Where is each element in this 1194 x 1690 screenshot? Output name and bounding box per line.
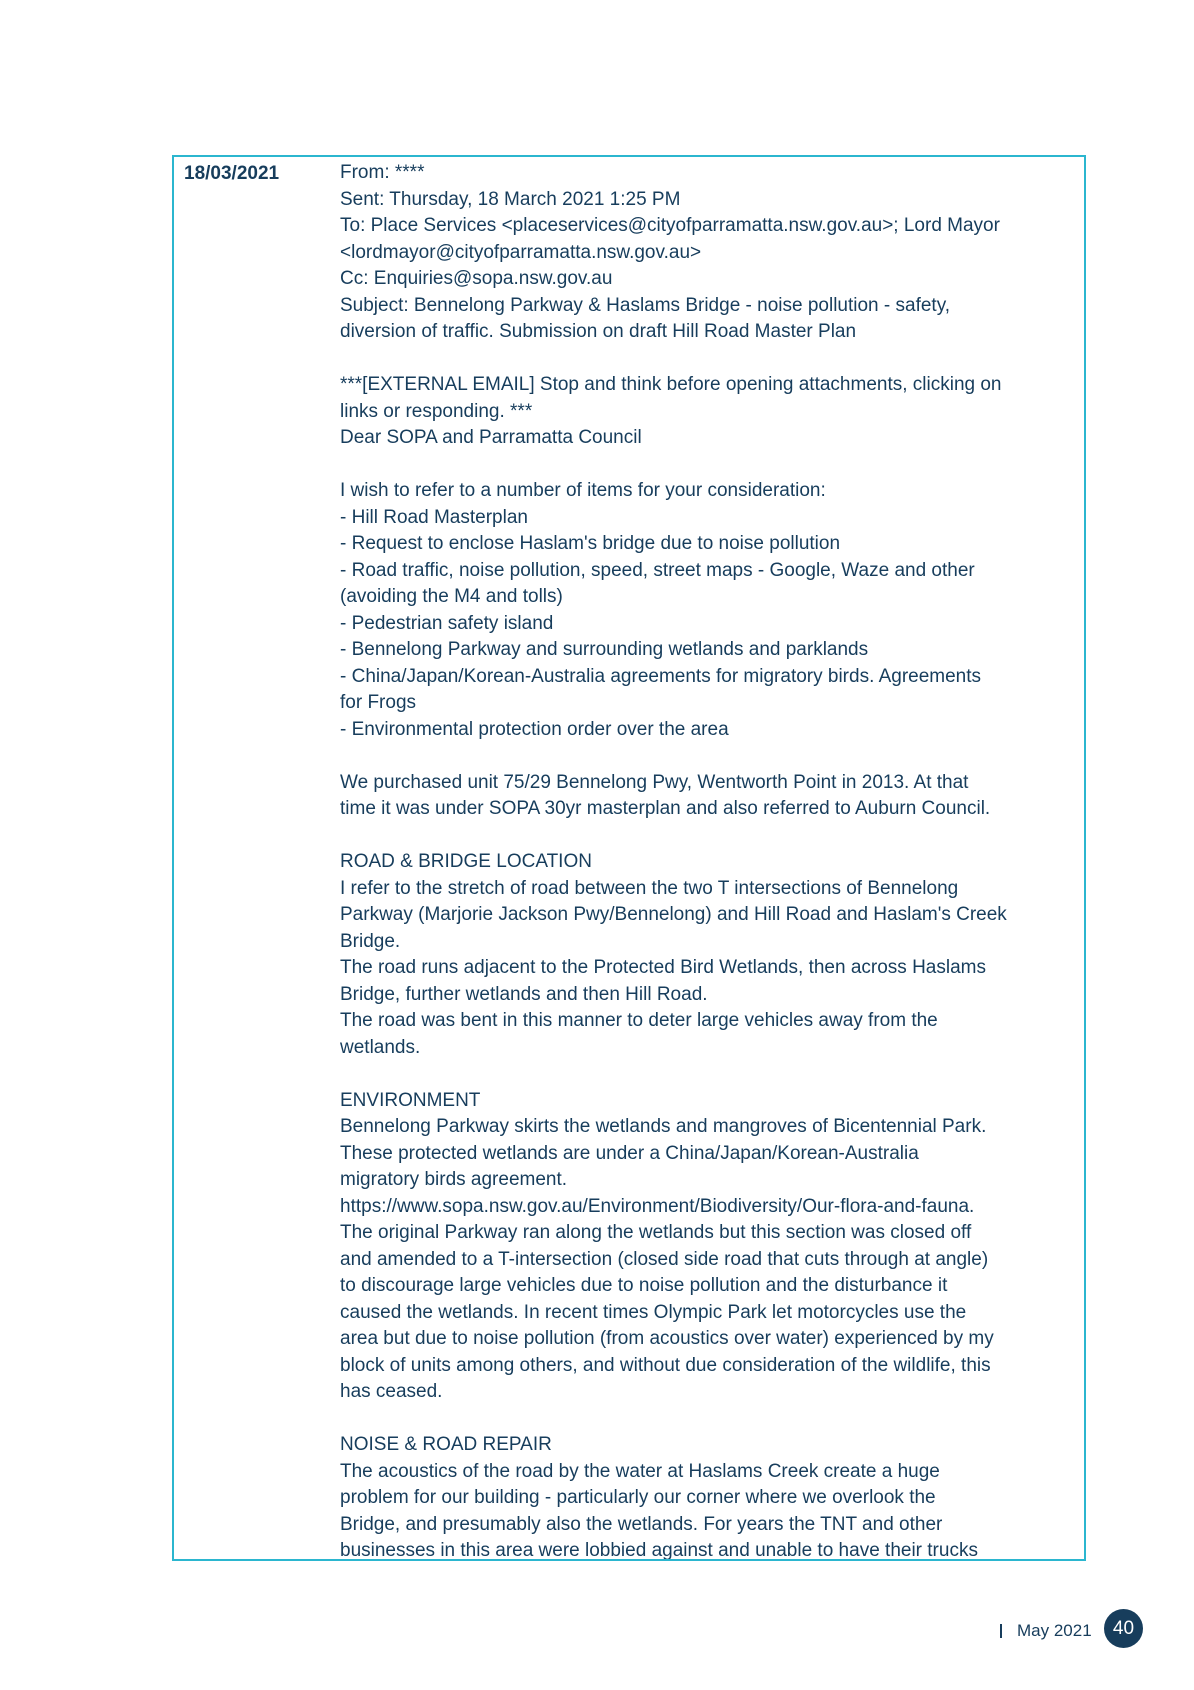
list-item: - Hill Road Masterplan — [340, 506, 528, 528]
email-to-line-1: To: Place Services <placeservices@cityofparramatta.nsw.gov.au>; Lord Mayor — [340, 215, 1000, 236]
email-to-line-2: <lordmayor@cityofparramatta.nsw.gov.au> — [340, 241, 702, 263]
footer-divider — [1000, 1624, 1002, 1638]
greeting: Dear SOPA and Parramatta Council — [340, 427, 642, 448]
email-subject-line-1: Subject: Bennelong Parkway & Haslams Bridge - noise pollution - safety, — [340, 294, 951, 316]
environment-text: and amended to a T-intersection (closed side road that cuts through at angle) — [340, 1248, 989, 1270]
submission-record-box — [172, 155, 1086, 1561]
environment-link: https://www.sopa.nsw.gov.au/Environment/Biodiversity/Our-flora-and-fauna. — [340, 1195, 975, 1217]
email-cc: Cc: Enquiries@sopa.nsw.gov.au — [340, 268, 613, 289]
environment-text: has ceased. — [340, 1381, 443, 1402]
environment-text: caused the wetlands. In recent times Olympic Park let motorcycles use the — [340, 1301, 967, 1323]
purchase-text: time it was under SOPA 30yr masterplan and also referred to Auburn Council. — [340, 798, 991, 819]
section-heading-environment: ENVIRONMENT — [340, 1089, 481, 1111]
email-sent: Sent: Thursday, 18 March 2021 1:25 PM — [340, 188, 681, 210]
road-text: The road was bent in this manner to deter large vehicles away from the — [340, 1010, 938, 1031]
section-heading-noise: NOISE & ROAD REPAIR — [340, 1434, 552, 1455]
page-footer — [0, 1609, 1194, 1657]
noise-text: Bridge, and presumably also the wetlands. For years the TNT and other — [340, 1513, 943, 1535]
list-item: (avoiding the M4 and tolls) — [340, 586, 563, 607]
environment-text: block of units among others, and without due consideration of the wildlife, this — [340, 1354, 991, 1376]
environment-text: area but due to noise pollution (from acoustics over water) experienced by my — [340, 1328, 994, 1349]
footer-date: May 2021 — [1017, 1621, 1092, 1640]
noise-text: businesses in this area were lobbied against and unable to have their trucks — [340, 1540, 978, 1561]
road-text: The road runs adjacent to the Protected Bird Wetlands, then across Haslams — [340, 957, 986, 978]
email-from: From: **** — [340, 162, 425, 183]
intro-text: I wish to refer to a number of items for your consideration: — [340, 480, 826, 501]
list-item: for Frogs — [340, 692, 417, 713]
environment-text: migratory birds agreement. — [340, 1169, 568, 1190]
environment-text: Bennelong Parkway skirts the wetlands and mangroves of Bicentennial Park. — [340, 1116, 987, 1137]
environment-text: These protected wetlands are under a China/Japan/Korean-Australia — [340, 1142, 919, 1164]
list-item: - Road traffic, noise pollution, speed, street maps - Google, Waze and other — [340, 559, 975, 581]
environment-text: to discourage large vehicles due to noise pollution and the disturbance it — [340, 1275, 948, 1296]
list-item: - Request to enclose Haslam's bridge due to noise pollution — [340, 533, 841, 554]
list-item: - Environmental protection order over the area — [340, 718, 729, 740]
road-text: Bridge. — [340, 930, 401, 952]
road-text: Bridge, further wetlands and then Hill Road. — [340, 983, 708, 1005]
road-text: Parkway (Marjorie Jackson Pwy/Bennelong) and Hill Road and Haslam's Creek — [340, 904, 1007, 925]
external-warning-line-2: links or responding. *** — [340, 400, 533, 422]
list-item: - Pedestrian safety island — [340, 612, 554, 634]
list-item: - Bennelong Parkway and surrounding wetlands and parklands — [340, 639, 869, 660]
email-subject-line-2: diversion of traffic. Submission on draft Hill Road Master Plan — [340, 321, 857, 342]
page-number-badge: 40 — [1104, 1609, 1143, 1648]
section-heading-road: ROAD & BRIDGE LOCATION — [340, 851, 592, 872]
email-body — [340, 160, 1080, 1561]
record-date: 18/03/2021 — [184, 163, 280, 184]
road-text: I refer to the stretch of road between the two T intersections of Bennelong — [340, 877, 959, 899]
purchase-text: We purchased unit 75/29 Bennelong Pwy, Wentworth Point in 2013. At that — [340, 771, 969, 793]
noise-text: The acoustics of the road by the water at Haslams Creek create a huge — [340, 1460, 940, 1482]
environment-text: The original Parkway ran along the wetlands but this section was closed off — [340, 1222, 972, 1243]
list-item: - China/Japan/Korean-Australia agreements for migratory birds. Agreements — [340, 665, 982, 687]
external-warning-line-1: ***[EXTERNAL EMAIL] Stop and think before opening attachments, clicking on — [340, 374, 1002, 395]
road-text: wetlands. — [340, 1036, 421, 1058]
noise-text: problem for our building - particularly our corner where we overlook the — [340, 1487, 936, 1508]
